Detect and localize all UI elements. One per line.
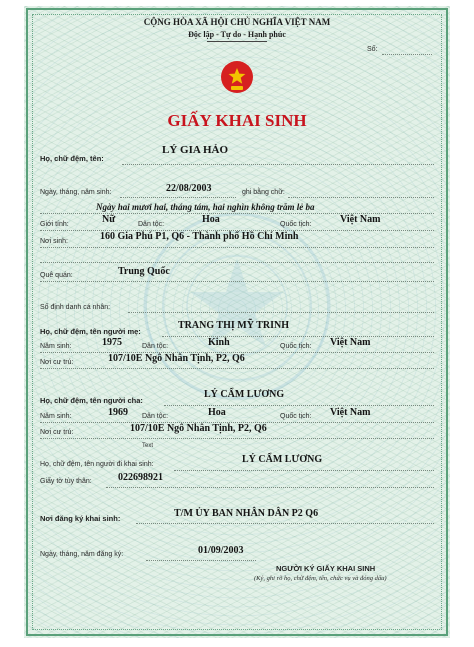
national-emblem-icon [220,60,254,94]
father-yob: 1969 [108,407,128,418]
mother-ethnicity: Kinh [208,337,230,348]
mother-residence-label: Nơi cư trú: [40,359,74,366]
birth-certificate [24,6,450,638]
emblem-ribbon [231,86,243,90]
dots [120,197,236,198]
registration-place: T/M ỦY BAN NHÂN DÂN P2 Q6 [174,508,319,519]
birthplace-value: 160 Gia Phú P1, Q6 - Thành phố Hồ Chí Minh [100,231,299,242]
motto-underline [207,41,267,42]
father-ethnicity-label: Dân tộc: [142,413,169,420]
dots [40,438,434,439]
registrant-name: LÝ CẨM LƯƠNG [242,454,323,465]
dots [174,470,434,471]
father-nationality-label: Quốc tịch: [280,413,312,420]
personal-id-label: Số định danh cá nhân: [40,304,111,311]
dots [106,487,434,488]
registration-place-label: Nơi đăng ký khai sinh: [40,514,121,523]
nationality-label: Quốc tịch: [280,221,312,228]
ethnicity-value: Hoa [202,214,220,225]
country-header: CỘNG HÒA XÃ HỘI CHỦ NGHĨA VIỆT NAM [143,17,331,27]
hometown-value: Trung Quốc [118,266,170,277]
registrant-id-label: Giấy tờ tùy thân: [40,478,92,485]
dots [162,336,434,337]
motto: Độc lập - Tự do - Hạnh phúc [188,30,286,39]
mother-residence: 107/10E Ngô Nhân Tịnh, P2, Q6 [108,353,245,364]
dots [136,523,434,524]
signer-note: (Ký, ghi rõ họ, chữ đệm, tên, chức vụ và đóng dấu) [254,575,387,582]
father-ethnicity: Hoa [208,407,226,418]
child-name: LÝ GIA HẢO [162,144,229,156]
dots [288,197,434,198]
dots [40,247,434,248]
dots [128,312,434,313]
dots [164,405,434,406]
signer-title: NGƯỜI KÝ GIẤY KHAI SINH [276,564,376,573]
mother-name: TRANG THỊ MỸ TRINH [178,320,290,331]
dots [146,560,256,561]
father-residence: 107/10E Ngô Nhân Tịnh, P2, Q6 [130,423,267,434]
dob-label: Ngày, tháng, năm sinh: [40,189,112,196]
registrant-name-label: Họ, chữ đệm, tên người đi khai sinh: [40,461,154,468]
father-name-label: Họ, chữ đệm, tên người cha: [40,396,143,405]
father-name: LÝ CẨM LƯƠNG [204,389,285,400]
dob-in-words: Ngày hai mươi hai, tháng tám, hai nghìn không trăm lẻ ba [96,202,315,212]
stray-text-label: Text [142,443,154,449]
mother-nationality-label: Quốc tịch: [280,343,312,350]
dots [40,281,434,282]
mother-name-label: Họ, chữ đệm, tên người mẹ: [40,327,141,336]
dots [122,164,434,165]
father-yob-label: Năm sinh: [40,413,72,420]
hometown-label: Quê quán: [40,272,73,279]
document-title: GIẤY KHAI SINH [167,111,307,130]
dob-value: 22/08/2003 [166,183,212,194]
number-field [382,54,432,55]
registration-date-label: Ngày, tháng, năm đăng ký: [40,551,124,558]
number-label: Số: [367,46,378,53]
mother-yob: 1975 [102,337,122,348]
sex-value: Nữ [102,214,116,225]
ethnicity-label: Dân tộc: [138,221,165,228]
mother-yob-label: Năm sinh: [40,343,72,350]
nationality-value: Việt Nam [340,214,381,225]
sex-label: Giới tính: [40,221,69,228]
registrant-id: 022698921 [118,472,163,483]
registration-date: 01/09/2003 [198,545,244,556]
mother-ethnicity-label: Dân tộc: [142,343,169,350]
child-name-label: Họ, chữ đệm, tên: [40,154,104,163]
dots [40,368,434,369]
father-nationality: Việt Nam [330,407,371,418]
dots [40,262,434,263]
birthplace-label: Nơi sinh: [40,238,68,245]
father-residence-label: Nơi cư trú: [40,429,74,436]
dob-words-label: ghi bằng chữ: [242,189,285,196]
mother-nationality: Việt Nam [330,337,371,348]
